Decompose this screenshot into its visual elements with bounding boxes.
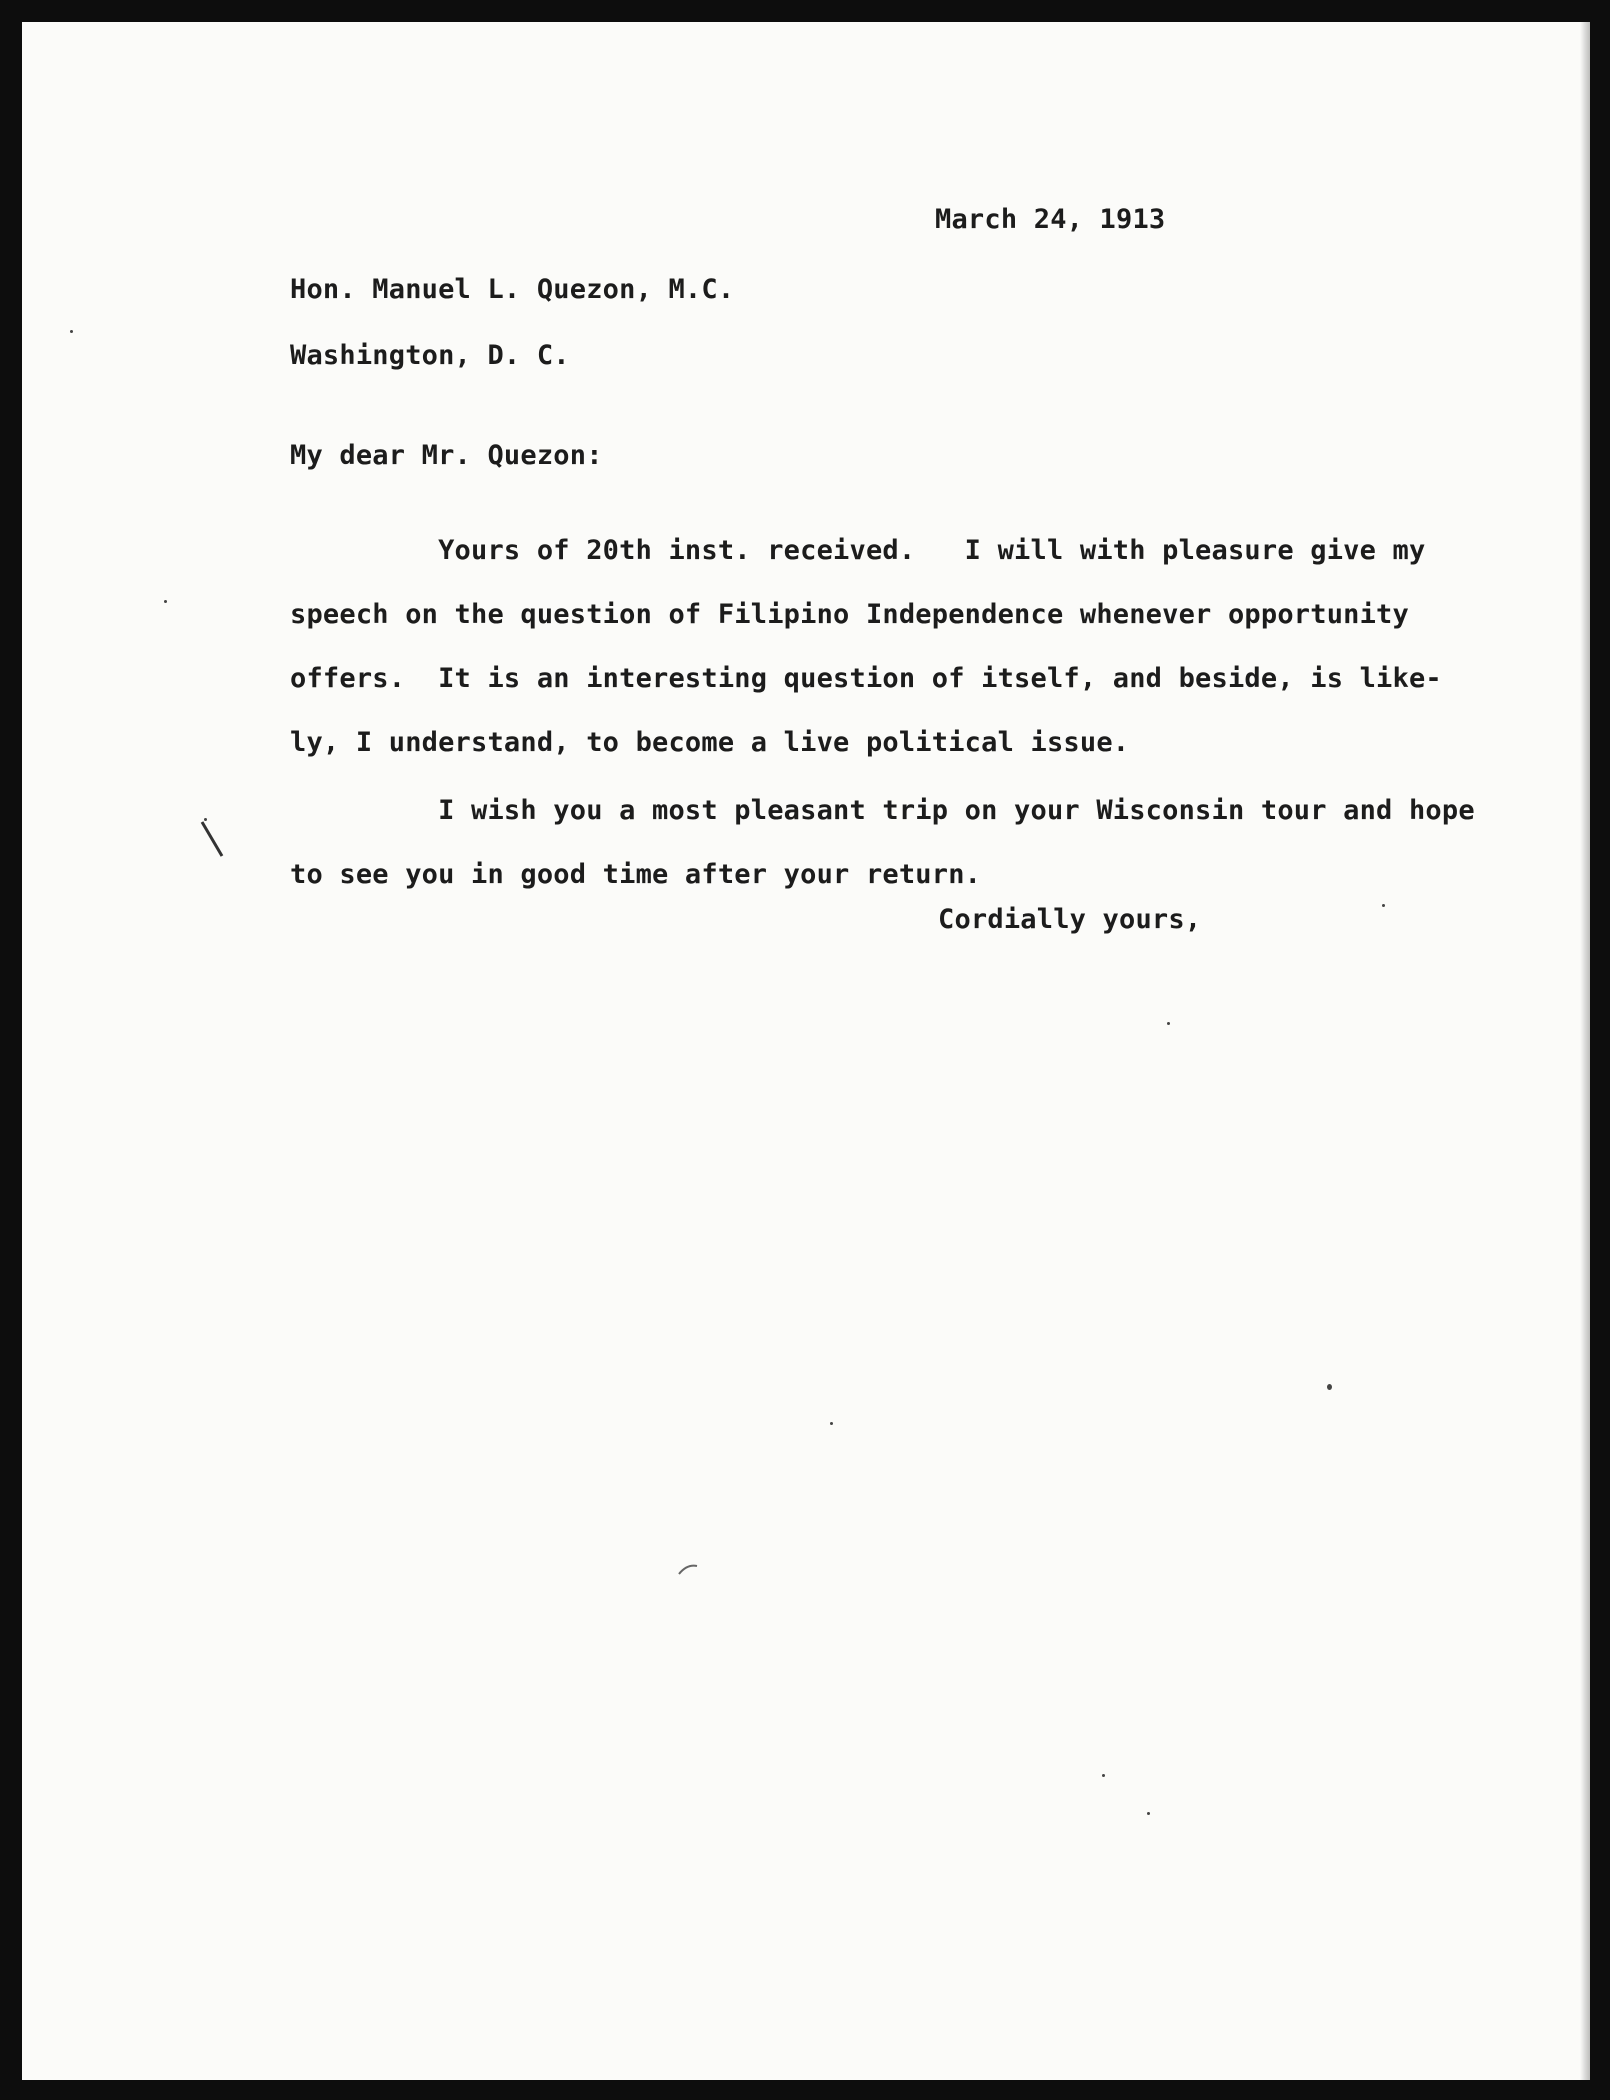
scan-speck <box>830 1422 833 1425</box>
scan-speck <box>1167 1022 1170 1025</box>
paragraph-line: speech on the question of Filipino Independence whenever opportunity <box>290 599 1409 630</box>
body-paragraph <box>290 779 1475 907</box>
scan-speck <box>1327 1384 1332 1390</box>
scan-speck <box>1102 1774 1105 1777</box>
scan-speck <box>164 600 167 603</box>
addressee-city: Washington, D. C. <box>290 340 570 371</box>
letter-page <box>22 22 1590 2080</box>
body-paragraph <box>290 519 1450 775</box>
paragraph-line: ly, I understand, to become a live political issue. <box>290 727 1130 758</box>
letter-date: March 24, 1913 <box>935 204 1166 235</box>
stray-pen-mark <box>198 818 228 868</box>
scan-speck <box>1147 1812 1150 1815</box>
paragraph-line: I wish you a most pleasant trip on your Wisconsin tour and hope <box>290 795 1475 826</box>
stray-pen-mark <box>677 1562 701 1578</box>
scan-speck <box>1382 904 1385 907</box>
closing: Cordially yours, <box>938 904 1202 935</box>
page-edge-shadow <box>1580 22 1590 2080</box>
paragraph-line: to see you in good time after your return. <box>290 859 982 890</box>
scan-speck <box>70 330 73 333</box>
paragraph-line: offers. It is an interesting question of itself, and beside, is like- <box>290 663 1442 694</box>
addressee-name: Hon. Manuel L. Quezon, M.C. <box>290 274 735 305</box>
salutation: My dear Mr. Quezon: <box>290 440 603 471</box>
paragraph-line: Yours of 20th inst. received. I will with pleasure give my <box>290 535 1426 566</box>
